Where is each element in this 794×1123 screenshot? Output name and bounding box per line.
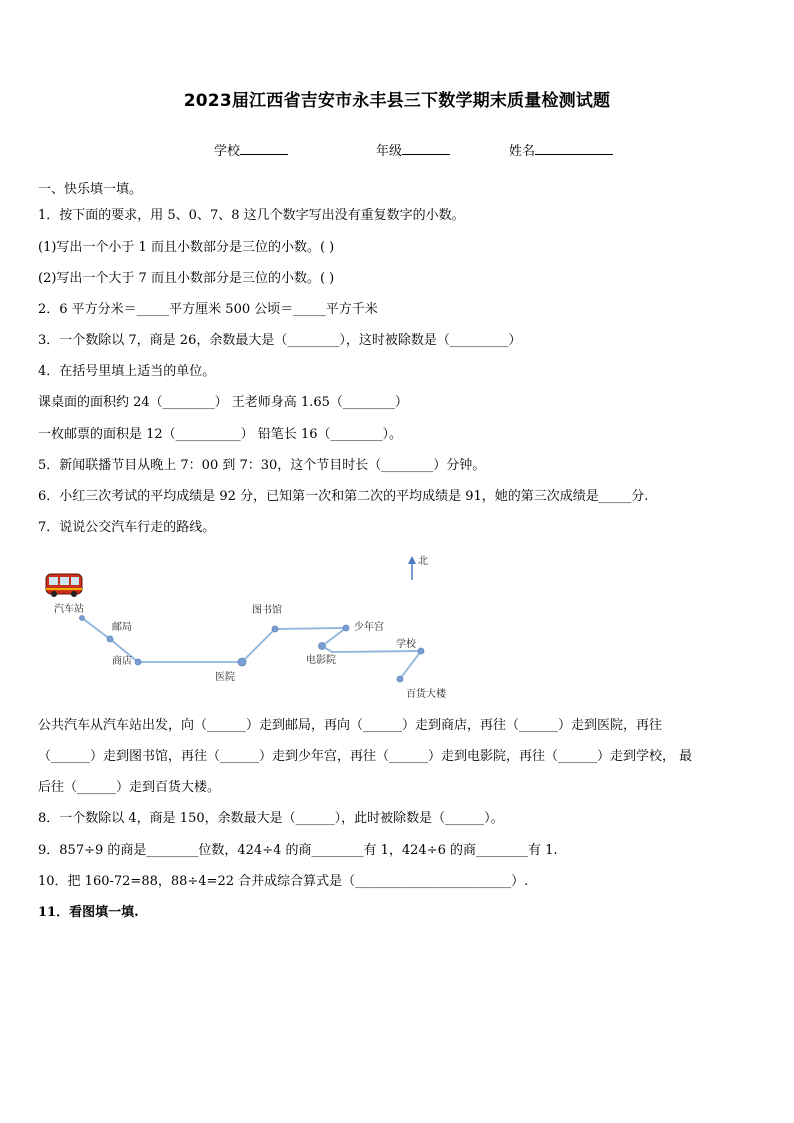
name-blank[interactable] [535, 141, 613, 155]
question-7-line-3: 后往（______）走到百货大楼。 [38, 780, 221, 795]
station-label: 电影院 [306, 655, 336, 666]
bus-route-map [0, 548, 794, 713]
question-5: 5．新闻联播节目从晚上 7：00 到 7：30，这个节目时长（________）分钟。 [38, 458, 486, 473]
station-label: 少年宫 [354, 622, 384, 633]
grade-field [376, 140, 450, 159]
question-11: 11．看图填一填. [38, 905, 139, 920]
question-7-line-1: 公共汽车从汽车站出发，向（______）走到邮局，再向（______）走到商店，再往（______）走到医院，再往 [38, 718, 663, 733]
stop-hospital [238, 658, 246, 666]
question-8: 8．一个数除以 4，商是 150，余数最大是（______），此时被除数是（______）。 [38, 811, 504, 826]
stop-school [418, 648, 424, 654]
stop-bus-station [80, 616, 85, 621]
question-3: 3．一个数除以 7，商是 26，余数最大是（________），这时被除数是（_________） [38, 333, 522, 348]
stop-post-office [107, 636, 113, 642]
stop-shop [135, 659, 141, 665]
question-1-part-1: (1)写出一个小于 1 而且小数部分是三位的小数。( ) [38, 240, 335, 255]
school-label: 学校 [214, 144, 241, 159]
station-label: 图书馆 [252, 605, 282, 616]
section-heading: 一、快乐填一填。 [38, 182, 143, 197]
school-blank[interactable] [240, 141, 288, 155]
station-label: 商店 [112, 656, 132, 667]
north-arrow-icon [408, 556, 416, 580]
page-title: 2023届江西省吉安市永丰县三下数学期末质量检测试题 [183, 91, 611, 111]
stop-department-store [397, 676, 403, 682]
stop-cinema [319, 643, 326, 650]
question-1-part-2: (2)写出一个大于 7 而且小数部分是三位的小数。( ) [38, 271, 335, 286]
question-4-line-2: 一枚邮票的面积是 12（__________） 铅笔长 16（________）。 [38, 427, 402, 442]
question-6: 6．小红三次考试的平均成绩是 92 分，已知第一次和第二次的平均成绩是 91，她的第三次成绩是_____分. [38, 489, 649, 504]
school-field [214, 140, 288, 159]
question-7: 7．说说公交汽车行走的路线。 [38, 520, 216, 535]
question-4: 4．在括号里填上适当的单位。 [38, 364, 216, 379]
stop-library [272, 626, 278, 632]
grade-label: 年级 [376, 144, 403, 159]
question-7-line-2: （______）走到图书馆，再往（______）走到少年宫，再往（______）走到电影院，再往（______）走到学校， 最 [38, 749, 693, 764]
question-10: 10．把 160-72=88，88÷4=22 合并成综合算式是（________________________）. [38, 874, 529, 889]
name-field [509, 140, 613, 159]
station-label: 学校 [396, 639, 416, 650]
stop-youth-palace [343, 625, 349, 631]
station-label: 百货大楼 [406, 689, 446, 700]
question-1: 1．按下面的要求，用 5、0、7、8 这几个数字写出没有重复数字的小数。 [38, 208, 465, 223]
station-label: 邮局 [112, 622, 132, 633]
north-label: 北 [418, 556, 428, 567]
question-4-line-1: 课桌面的面积约 24（________） 王老师身高 1.65（________） [38, 395, 408, 410]
bus-icon [46, 574, 82, 597]
station-label: 医院 [215, 672, 235, 683]
station-label: 汽车站 [54, 604, 84, 615]
name-label: 姓名 [509, 144, 536, 159]
question-2: 2．6 平方分米＝_____平方厘米 500 公顷＝_____平方千米 [38, 302, 378, 317]
question-9: 9．857÷9 的商是________位数，424÷4 的商________有 1，424÷6 的商________有 1. [38, 843, 558, 858]
grade-blank[interactable] [402, 141, 450, 155]
